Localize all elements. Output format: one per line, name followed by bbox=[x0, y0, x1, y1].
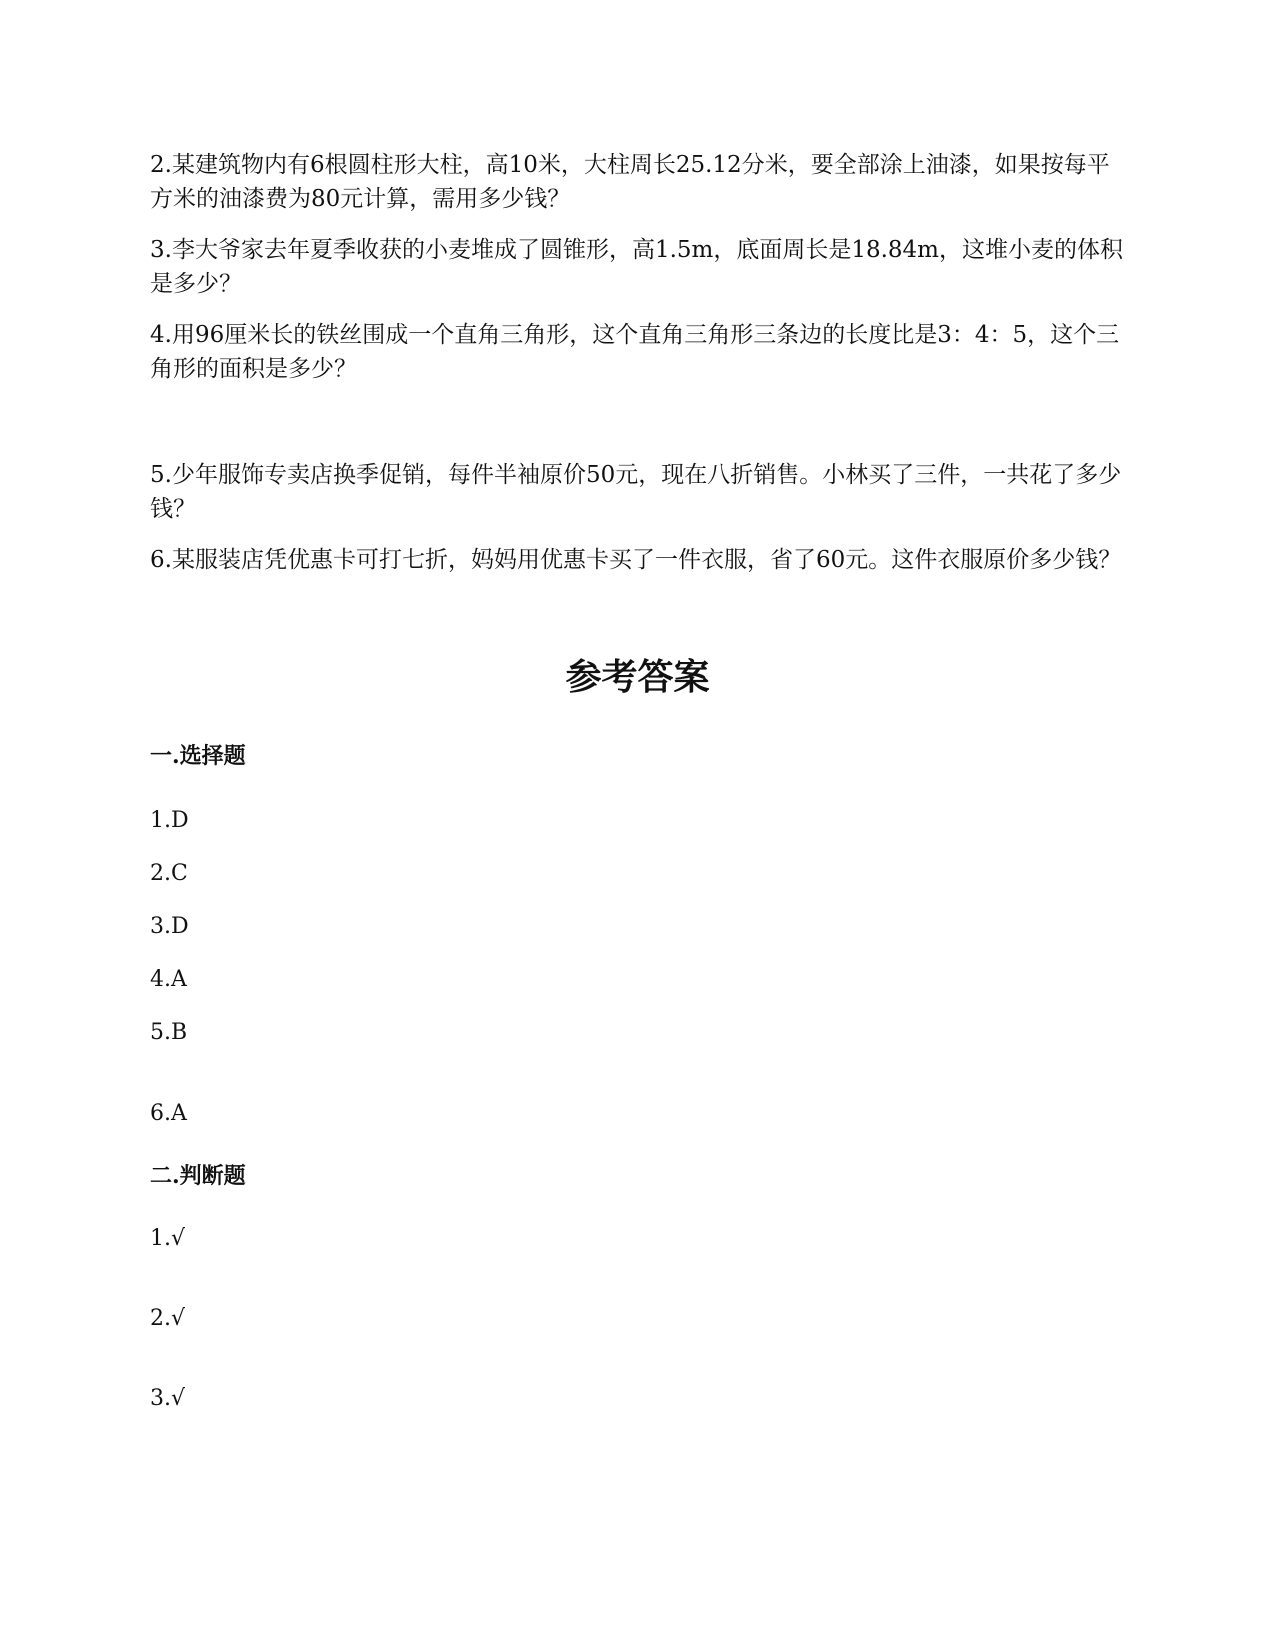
section-title-judgment: 二.判断题 bbox=[150, 1163, 246, 1189]
answer-item: 1.√ bbox=[150, 1226, 186, 1251]
problem-5: 5.少年服饰专卖店换季促销，每件半袖原价50元，现在八折销售。小林买了三件，一共花了多少钱？ bbox=[150, 462, 1122, 522]
problem-2: 2.某建筑物内有6根圆柱形大柱，高10米，大柱周长25.12分米，要全部涂上油漆，如果按每平方米的油漆费为80元计算，需用多少钱？ bbox=[150, 152, 1110, 212]
answer-item: 2.√ bbox=[150, 1306, 186, 1331]
answer-item: 1.D bbox=[150, 808, 189, 833]
answer-item: 4.A bbox=[150, 967, 187, 992]
answer-item: 3.√ bbox=[150, 1386, 186, 1411]
answer-item: 6.A bbox=[150, 1101, 187, 1126]
answer-heading: 参考答案 bbox=[565, 656, 710, 698]
answer-item: 3.D bbox=[150, 914, 189, 939]
answer-item: 5.B bbox=[150, 1020, 188, 1045]
problem-3: 3.李大爷家去年夏季收获的小麦堆成了圆锥形，高1.5m，底面周长是18.84m，这堆小麦的体积是多少？ bbox=[150, 237, 1123, 297]
problem-4: 4.用96厘米长的铁丝围成一个直角三角形，这个直角三角形三条边的长度比是3：4：5，这个三角形的面积是多少？ bbox=[150, 322, 1120, 382]
section-title-choice: 一.选择题 bbox=[150, 743, 246, 769]
problem-6: 6.某服装店凭优惠卡可打七折，妈妈用优惠卡买了一件衣服，省了60元。这件衣服原价多少钱？ bbox=[150, 547, 1122, 573]
answer-item: 2.C bbox=[150, 861, 188, 886]
